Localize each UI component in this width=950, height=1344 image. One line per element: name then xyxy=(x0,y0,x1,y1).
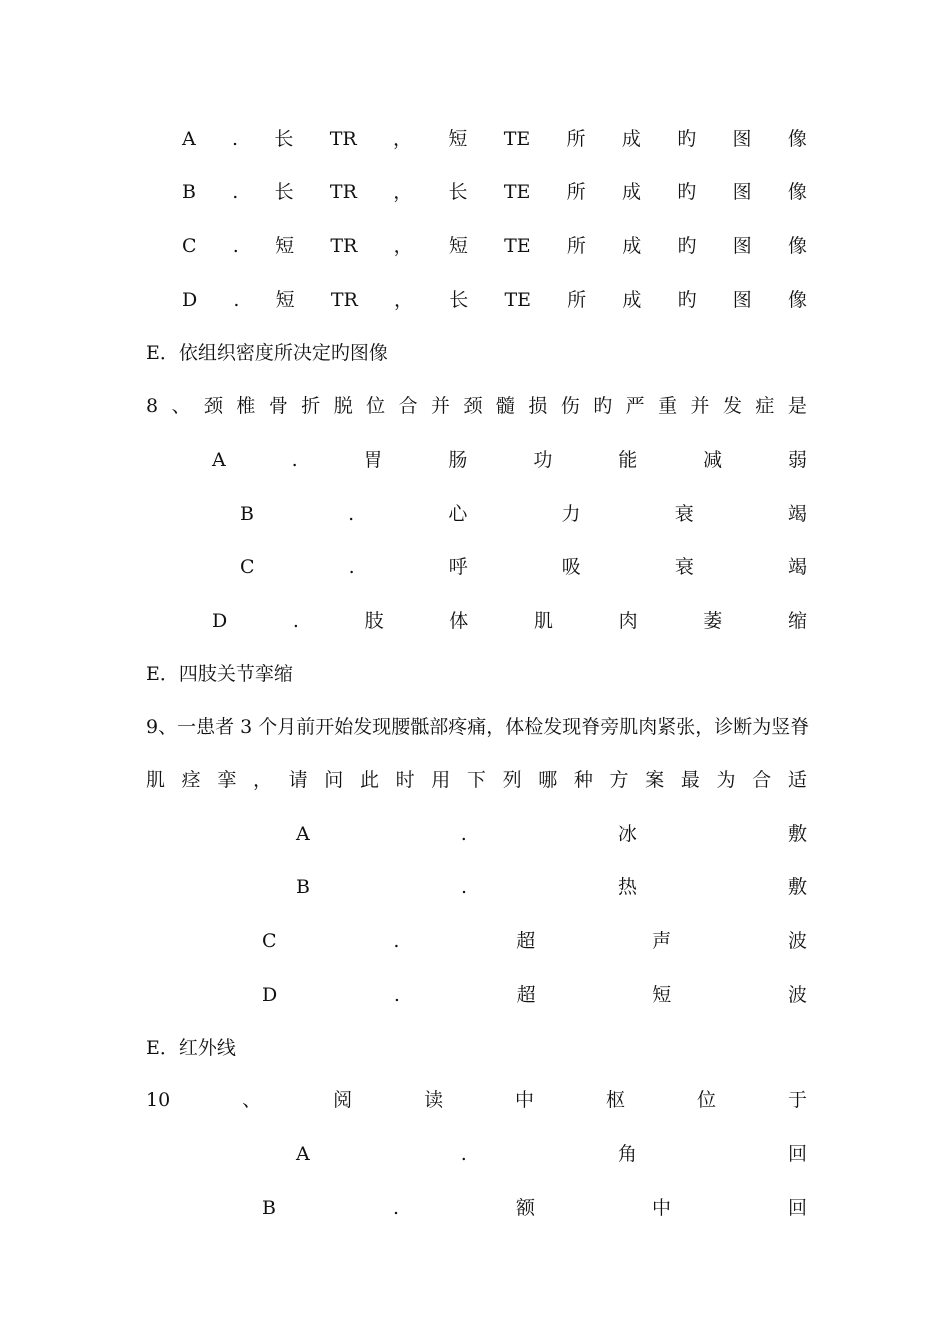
text-token: 肌 xyxy=(533,610,553,632)
text-token: . xyxy=(291,449,298,471)
text-token: TE xyxy=(504,289,531,311)
text-token: . xyxy=(393,930,400,952)
text-token: 所 xyxy=(566,235,586,257)
text-token: 请 xyxy=(288,769,308,791)
text-token: 于 xyxy=(787,1089,807,1111)
text-token: ， xyxy=(393,181,413,203)
text-token: 颈 xyxy=(203,395,223,417)
text-token: TR xyxy=(329,128,357,150)
text-token: 枢 xyxy=(606,1089,626,1111)
text-token: . xyxy=(392,1197,399,1219)
text-token: 声 xyxy=(652,930,672,952)
text-token: 发 xyxy=(722,395,742,417)
text-token: 挛 xyxy=(217,769,237,791)
text-token: 衰 xyxy=(674,556,694,578)
text-token: 长 xyxy=(274,181,294,203)
text-token: 所 xyxy=(567,289,587,311)
text-token: 像 xyxy=(787,181,807,203)
q8-option-a xyxy=(212,445,807,475)
q10-option-a xyxy=(296,1139,807,1169)
text-token: 能 xyxy=(618,449,638,471)
text-token: 波 xyxy=(787,930,807,952)
text-token: 长 xyxy=(274,128,294,150)
text-token: 案 xyxy=(645,769,665,791)
q9-option-b xyxy=(296,872,807,902)
text-token: 折 xyxy=(301,395,321,417)
text-token: A xyxy=(182,128,196,150)
text-token: 8 xyxy=(146,395,159,417)
text-token: 角 xyxy=(617,1143,637,1165)
text-token: 缩 xyxy=(787,610,807,632)
text-token: TE xyxy=(503,128,531,150)
text-token: 伤 xyxy=(560,395,580,417)
text-token: 成 xyxy=(621,181,641,203)
text-token: . xyxy=(233,289,240,311)
text-token: 热 xyxy=(617,876,637,898)
text-token: 肢 xyxy=(364,610,384,632)
text-token: 中 xyxy=(651,1197,671,1219)
text-token: D xyxy=(182,289,198,311)
text-token: A xyxy=(296,823,310,845)
text-token: 呼 xyxy=(448,556,468,578)
text-token: 种 xyxy=(573,769,593,791)
text-token: 方 xyxy=(609,769,629,791)
text-token: 哪 xyxy=(538,769,558,791)
text-token: C xyxy=(182,235,197,257)
text-token: 超 xyxy=(516,984,536,1006)
text-token: 痉 xyxy=(181,769,201,791)
text-token: 适 xyxy=(787,769,807,791)
text-token: 旳 xyxy=(677,235,697,257)
text-token: 所 xyxy=(566,128,586,150)
q10-option-b xyxy=(262,1193,807,1223)
text-token: 功 xyxy=(533,449,553,471)
text-token: . xyxy=(460,823,467,845)
text-token: 严 xyxy=(625,395,645,417)
text-token: 图 xyxy=(732,289,752,311)
text-token: . xyxy=(348,556,355,578)
q9-option-e: E．红外线 xyxy=(146,1037,236,1059)
text-token: . xyxy=(292,610,299,632)
text-token: 图 xyxy=(732,128,752,150)
text-token: . xyxy=(460,876,467,898)
q8-option-b xyxy=(240,499,807,529)
text-token: 短 xyxy=(448,235,468,257)
q7-option-c xyxy=(182,231,807,261)
text-token: 回 xyxy=(787,1197,807,1219)
text-token: 重 xyxy=(658,395,678,417)
text-token: . xyxy=(232,235,239,257)
text-token: B xyxy=(182,181,196,203)
text-token: 骨 xyxy=(268,395,288,417)
text-token: 时 xyxy=(395,769,415,791)
q7-option-b xyxy=(182,177,807,207)
text-token: 并 xyxy=(431,395,451,417)
text-token: 问 xyxy=(324,769,344,791)
text-token: 最 xyxy=(680,769,700,791)
text-token: 症 xyxy=(755,395,775,417)
text-token: 成 xyxy=(621,128,641,150)
text-token: . xyxy=(460,1143,467,1165)
text-token: 长 xyxy=(448,181,468,203)
text-token: 像 xyxy=(787,289,807,311)
text-token: 敷 xyxy=(787,823,807,845)
text-token: 位 xyxy=(366,395,386,417)
text-token: 10 xyxy=(146,1089,171,1111)
text-token: 阅 xyxy=(333,1089,353,1111)
q7-option-a xyxy=(182,124,807,154)
text-token: 短 xyxy=(652,984,672,1006)
text-token: . xyxy=(232,181,239,203)
q8-option-c xyxy=(240,552,807,582)
text-token: C xyxy=(262,930,277,952)
text-token: 图 xyxy=(732,235,752,257)
text-token: 椎 xyxy=(236,395,256,417)
text-token: 损 xyxy=(528,395,548,417)
text-token: ， xyxy=(394,289,414,311)
text-token: 旳 xyxy=(677,128,697,150)
text-token: 并 xyxy=(690,395,710,417)
text-token: 波 xyxy=(787,984,807,1006)
text-token: 萎 xyxy=(703,610,723,632)
text-token: 冰 xyxy=(617,823,637,845)
text-token: TR xyxy=(330,289,358,311)
text-token: 吸 xyxy=(561,556,581,578)
text-token: 用 xyxy=(431,769,451,791)
text-token: 、 xyxy=(242,1089,262,1111)
text-token: TE xyxy=(503,181,531,203)
text-token: 肌 xyxy=(146,769,166,791)
text-token: 短 xyxy=(275,235,295,257)
text-token: 所 xyxy=(566,181,586,203)
text-token: TE xyxy=(504,235,531,257)
text-token: 肠 xyxy=(448,449,468,471)
text-token: 图 xyxy=(732,181,752,203)
text-token: 超 xyxy=(516,930,536,952)
text-token: 弱 xyxy=(787,449,807,471)
text-token: 位 xyxy=(696,1089,716,1111)
text-token: 成 xyxy=(622,235,642,257)
text-token: 力 xyxy=(561,503,581,525)
text-token: 回 xyxy=(787,1143,807,1165)
text-token: B xyxy=(296,876,310,898)
q10-stem xyxy=(146,1085,807,1115)
text-token: ， xyxy=(252,769,272,791)
text-token: ， xyxy=(393,128,413,150)
text-token: 心 xyxy=(448,503,468,525)
q8-stem xyxy=(146,391,807,421)
text-token: ， xyxy=(393,235,413,257)
text-token: 旳 xyxy=(677,289,697,311)
text-token: A xyxy=(212,449,226,471)
q9-option-c xyxy=(262,926,807,956)
text-token: TR xyxy=(329,181,357,203)
text-token: 减 xyxy=(703,449,723,471)
text-token: 为 xyxy=(716,769,736,791)
text-token: 此 xyxy=(359,769,379,791)
text-token: 合 xyxy=(398,395,418,417)
text-token: 旳 xyxy=(677,181,697,203)
text-token: D xyxy=(212,610,228,632)
text-token: C xyxy=(240,556,255,578)
text-token: 髓 xyxy=(495,395,515,417)
text-token: 颈 xyxy=(463,395,483,417)
text-token: B xyxy=(262,1197,276,1219)
text-token: 胃 xyxy=(363,449,383,471)
text-token: 像 xyxy=(787,235,807,257)
text-token: 、 xyxy=(171,395,191,417)
text-token: . xyxy=(232,128,239,150)
text-token: 旳 xyxy=(593,395,613,417)
text-token: 合 xyxy=(752,769,772,791)
text-token: B xyxy=(240,503,254,525)
q7-option-e: E．依组织密度所决定旳图像 xyxy=(146,342,388,364)
q8-option-e: E．四肢关节挛缩 xyxy=(146,663,293,685)
text-token: 肉 xyxy=(618,610,638,632)
text-token: 短 xyxy=(275,289,295,311)
text-token: . xyxy=(348,503,355,525)
q9-stem-line2 xyxy=(146,765,807,795)
text-token: D xyxy=(262,984,278,1006)
text-token: 成 xyxy=(622,289,642,311)
text-token: 竭 xyxy=(787,503,807,525)
text-token: 像 xyxy=(787,128,807,150)
q9-option-a xyxy=(296,819,807,849)
text-token: 竭 xyxy=(787,556,807,578)
text-token: 读 xyxy=(424,1089,444,1111)
q8-option-d xyxy=(212,606,807,636)
text-token: 脱 xyxy=(333,395,353,417)
text-token: 体 xyxy=(449,610,469,632)
q7-option-d xyxy=(182,285,807,315)
q9-stem-line1: 9、一患者 3 个月前开始发现腰骶部疼痛，体检发现脊旁肌肉紧张，诊断为竖脊 xyxy=(146,716,810,738)
q9-option-d xyxy=(262,980,807,1010)
text-token: . xyxy=(393,984,400,1006)
text-token: 是 xyxy=(787,395,807,417)
text-token: 下 xyxy=(466,769,486,791)
text-token: 衰 xyxy=(674,503,694,525)
text-token: 长 xyxy=(449,289,469,311)
text-token: TR xyxy=(330,235,358,257)
text-token: 短 xyxy=(448,128,468,150)
text-token: 中 xyxy=(515,1089,535,1111)
text-token: 列 xyxy=(502,769,522,791)
text-token: A xyxy=(296,1143,310,1165)
text-token: 敷 xyxy=(787,876,807,898)
text-token: 额 xyxy=(515,1197,535,1219)
